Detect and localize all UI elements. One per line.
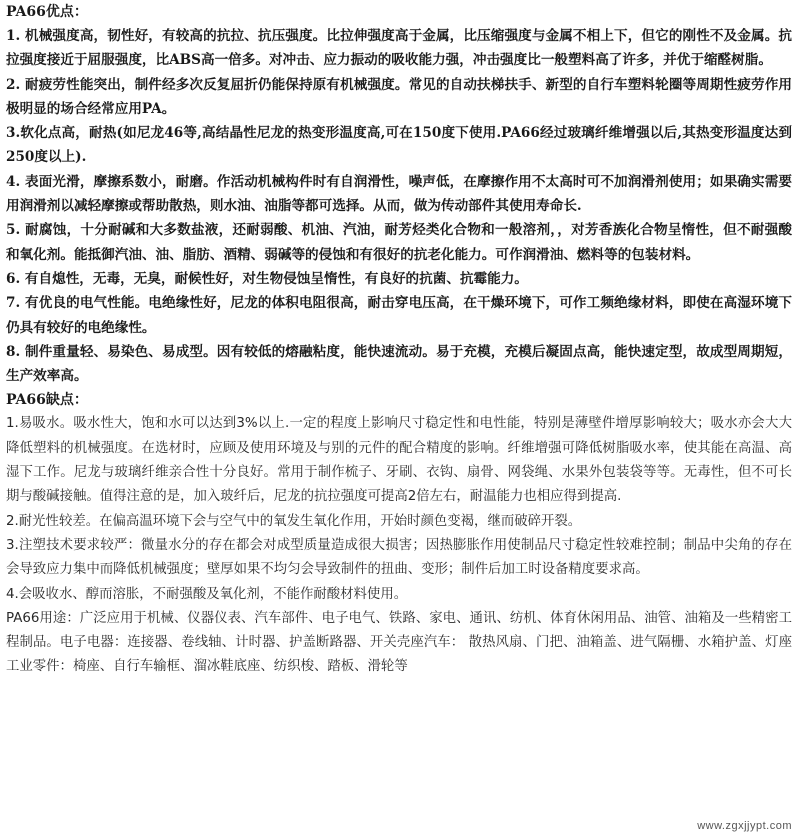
disadvantage-item-2: 2.耐光性较差。在偏高温环境下会与空气中的氧发生氧化作用，开始时颜色变褐，继而破碎开裂。	[6, 513, 582, 529]
advantage-item-1: 1. 机械强度高，韧性好，有较高的抗拉、抗压强度。比拉伸强度高于金属，比压缩强度与金属不相上下，但它的刚性不及金属。抗拉强度接近于屈服强度，比ABS高一倍多。对冲击、应力振动的吸收能力强，冲击强度比一般塑料高了许多，并优于缩醛树脂。	[6, 28, 792, 69]
advantages-heading: PA66优点：	[6, 4, 88, 20]
advantage-item-8: 8. 制件重量轻、易染色、易成型。因有较低的熔融粘度，能快速流动。易于充模，充模后凝固点高，能快速定型，故成型周期短，生产效率高。	[6, 343, 792, 385]
document-body	[6, 0, 792, 680]
uses-paragraph: PA66用途：广泛应用于机械、仪器仪表、汽车部件、电子电气、铁路、家电、通讯、纺机、体育休闲用品、油管、油箱及一些精密工程制品。电子电器：连接器、卷线轴、计时器、护盖断路器、开关壳座汽车： 散热风扇、门把、油箱盖、进气隔栅、水箱护盖、灯座工业零件：椅座、自行车输框、溜冰鞋底座、纺织梭、踏板、滑轮等	[6, 610, 792, 675]
advantage-item-4: 4. 表面光滑，摩擦系数小，耐磨。作活动机械构件时有自润滑性，噪声低，在摩擦作用不太高时可不加润滑剂使用；如果确实需要用润滑剂以减轻摩擦或帮助散热，则水油、油脂等都可选择。从而，做为传动部件其使用寿命长.	[6, 173, 792, 215]
advantage-item-5: 5. 耐腐蚀，十分耐碱和大多数盐液，还耐弱酸、机油、汽油，耐芳烃类化合物和一般溶剂，，对芳香族化合物呈惰性，但不耐强酸和氧化剂。能抵御汽油、油、脂肪、酒精、弱碱等的侵蚀和有很好的抗老化能力。可作润滑油、燃料等的包装材料。	[6, 222, 792, 263]
advantage-item-2: 2. 耐疲劳性能突出，制件经多次反复屈折仍能保持原有机械强度。常见的自动扶梯扶手、新型的自行车塑料轮圈等周期性疲劳作用极明显的场合经常应用PA。	[6, 76, 792, 117]
advantages-section	[6, 0, 792, 388]
advantage-item-6: 6. 有自熄性，无毒，无臭，耐候性好，对生物侵蚀呈惰性，有良好的抗菌、抗霉能力。	[6, 270, 528, 287]
advantage-item-3: 3.软化点高，耐热(如尼龙46等,高结晶性尼龙的热变形温度高,可在150度下使用.PA66经过玻璃纤维增强以后,其热变形温度达到250度以上).	[6, 125, 792, 166]
watermark: www.zgxjjypt.com	[697, 820, 792, 832]
uses-section	[6, 607, 792, 680]
disadvantages-section	[6, 388, 792, 606]
disadvantage-item-1: 1.易吸水。吸水性大，饱和水可以达到3%以上.一定的程度上影响尺寸稳定性和电性能，特别是薄壁件增厚影响较大；吸水亦会大大降低塑料的机械强度。在选材时，应顾及使用环境及与别的元件的配合精度的影响。纤维增强可降低树脂吸水率，使其能在高温、高湿下工作。尼龙与玻璃纤维亲合性十分良好。常用于制作梳子、牙刷、衣钩、扇骨、网袋绳、水果外包装袋等等。无毒性，但不可长期与酸碱接触。值得注意的是，加入玻纤后，尼龙的抗拉强度可提高2倍左右，耐温能力也相应得到提高.	[6, 416, 792, 505]
disadvantage-item-3: 3.注塑技术要求较严：微量水分的存在都会对成型质量造成很大损害；因热膨胀作用使制品尺寸稳定性较难控制；制品中尖角的存在会导致应力集中而降低机械强度；壁厚如果不均匀会导致制件的扭曲、变形；制件后加工时设备精度要求高。	[6, 537, 792, 578]
advantage-item-7: 7. 有优良的电气性能。电绝缘性好，尼龙的体积电阻很高，耐击穿电压高，在干燥环境下，可作工频绝缘材料，即使在高湿环境下仍具有较好的电绝缘性。	[6, 295, 792, 336]
disadvantage-item-4: 4.会吸收水、醇而溶胀，不耐强酸及氧化剂，不能作耐酸材料使用。	[6, 586, 408, 602]
disadvantages-heading: PA66缺点：	[6, 392, 88, 409]
